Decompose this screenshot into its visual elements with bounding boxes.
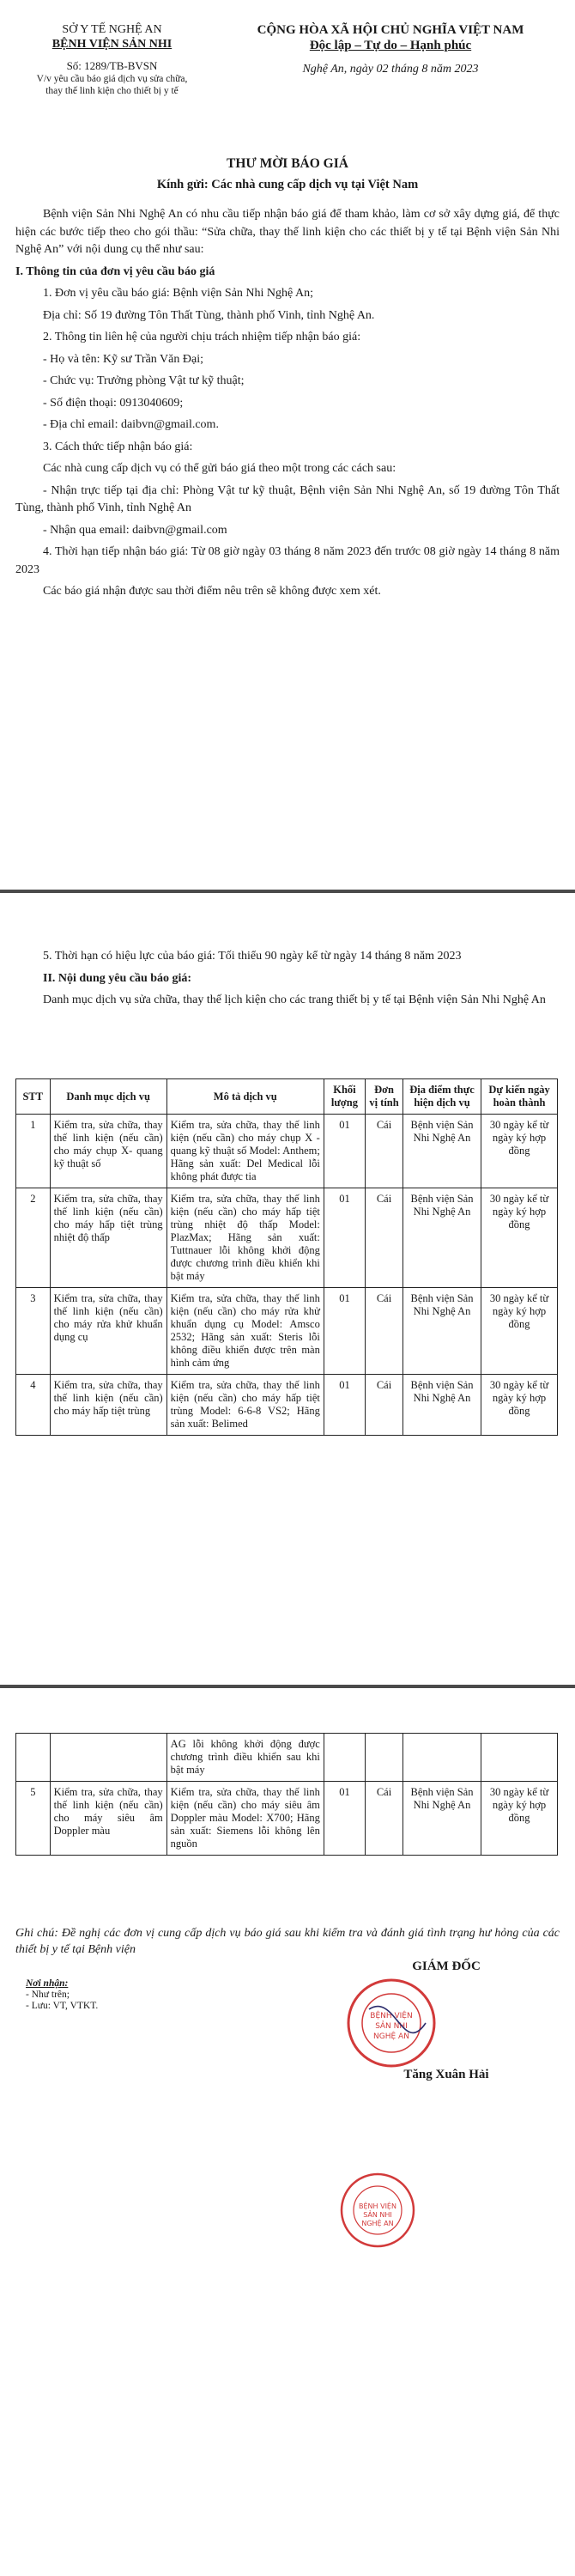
row-completion: 30 ngày kể từ ngày ký hợp đồng <box>481 1375 558 1436</box>
receive-method-desc: Các nhà cung cấp dịch vụ có thể gửi báo giá theo một trong các cách sau: <box>43 462 396 475</box>
row-stt-empty <box>16 1734 51 1782</box>
row-quantity: 01 <box>324 1375 365 1436</box>
recipient-item: - Lưu: VT, VTKT. <box>26 2001 99 2011</box>
document-subject-line-1: V/v yêu cầu báo giá dịch vụ sửa chữa, <box>36 74 188 84</box>
row-quantity-empty <box>324 1734 365 1782</box>
row-description-continued: AG lỗi không khởi động được chương trình điều khiển sau khi bật máy <box>166 1734 324 1782</box>
table-row <box>16 1782 558 1856</box>
section-1-heading: I. Thông tin của đơn vị yêu cầu báo giá <box>15 264 215 278</box>
svg-text:NGHỆ AN: NGHỆ AN <box>373 2032 409 2041</box>
document-title: THƯ MỜI BÁO GIÁ <box>227 156 348 171</box>
row-stt: 1 <box>16 1115 51 1188</box>
table-row <box>16 1188 558 1288</box>
service-table-continued <box>15 1733 558 1856</box>
row-service: Kiểm tra, sửa chữa, thay thế linh kiện (nếu cần) cho máy hấp tiệt trùng nhiệt độ thấp <box>50 1188 166 1288</box>
row-unit: Cái <box>366 1188 403 1288</box>
row-location-empty <box>402 1734 481 1782</box>
row-description: Kiểm tra, sửa chữa, thay thế linh kiện (nếu cần) cho máy rửa khử khuẩn dụng cụ Model: Amsco 2532; Hãng sản xuất: Steris lỗi không điều khiển được trên màn hình cảm ứng <box>166 1288 324 1375</box>
row-completion: 30 ngày kể từ ngày ký hợp đồng <box>481 1188 558 1288</box>
row-unit: Cái <box>366 1288 403 1375</box>
row-unit: Cái <box>366 1375 403 1436</box>
row-completion: 30 ngày kể từ ngày ký hợp đồng <box>481 1782 558 1856</box>
recipient-item: - Như trên; <box>26 1990 70 2000</box>
row-stt: 3 <box>16 1288 51 1375</box>
issuer-block <box>7 22 217 97</box>
receive-direct: - Nhận trực tiếp tại địa chỉ: Phòng Vật tư kỹ thuật, Bệnh viện Sản Nhi Nghệ An, số 19 đường Tôn Thất Tùng, thành phố Vinh, tỉnh Nghệ An <box>15 483 560 514</box>
recipients-label: Nơi nhận: <box>26 1978 69 1989</box>
svg-text:NGHỆ AN: NGHỆ AN <box>361 2220 394 2227</box>
col-unit: Đơn vị tính <box>366 1079 403 1115</box>
deadline: 4. Thời hạn tiếp nhận báo giá: Từ 08 giờ ngày 03 tháng 8 năm 2023 đến trước 08 giờ ngày 14 tháng 8 năm 2023 <box>15 545 560 576</box>
row-stt: 4 <box>16 1375 51 1436</box>
row-stt: 2 <box>16 1188 51 1288</box>
signature-block <box>352 1959 541 2088</box>
row-unit: Cái <box>366 1782 403 1856</box>
row-service: Kiểm tra, sửa chữa, thay thế linh kiện (nếu cần) cho máy hấp tiệt trùng <box>50 1375 166 1436</box>
body-page-2 <box>15 948 560 1014</box>
contact-email-label: - Địa chỉ email: <box>43 418 121 431</box>
body-page-1 <box>15 206 560 605</box>
row-stt: 5 <box>16 1782 51 1856</box>
page-3 <box>0 1688 575 2576</box>
row-description: Kiểm tra, sửa chữa, thay thế linh kiện (nếu cần) cho máy hấp tiệt trùng nhiệt độ thấp Model: PlazMax; Hãng sản xuất: Tuttnauer lỗi không khởi động được chương trình điều khiển khi bật máy <box>166 1188 324 1288</box>
section-2-desc: Danh mục dịch vụ sửa chữa, thay thế lịch kiện cho các trang thiết bị y tế tại Bệnh viện Sản Nhi Nghệ An <box>43 993 546 1006</box>
requester-unit: 1. Đơn vị yêu cầu báo giá: Bệnh viện Sản Nhi Nghệ An; <box>43 287 313 300</box>
svg-text:SẢN NHI: SẢN NHI <box>375 2022 408 2031</box>
note: Ghi chú: Đề nghị các đơn vị cung cấp dịch vụ báo giá sau khi kiểm tra và đánh giá tình trạng hư hỏng của các thiết bị y tế tại Bệnh viện <box>15 1927 560 1956</box>
row-location: Bệnh viện Sản Nhi Nghệ An <box>402 1288 481 1375</box>
greeting: Kính gửi: Các nhà cung cấp dịch vụ tại Việt Nam <box>156 178 419 191</box>
deadline-note: Các báo giá nhận được sau thời điểm nêu trên sẽ không được xem xét. <box>43 585 381 598</box>
issuer-parent-org: SỞ Y TẾ NGHỆ AN <box>62 23 162 36</box>
requester-address: Địa chỉ: Số 19 đường Tôn Thất Tùng, thành phố Vinh, tỉnh Nghệ An. <box>43 308 375 322</box>
page-2 <box>0 893 575 1688</box>
national-motto: Độc lập – Tự do – Hạnh phúc <box>309 39 472 52</box>
contact-phone: - Số điện thoại: 0913040609; <box>43 396 184 410</box>
validity-period: 5. Thời hạn có hiệu lực của báo giá: Tối thiểu 90 ngày kể từ ngày 14 tháng 8 năm 2023 <box>43 950 462 963</box>
row-location: Bệnh viện Sản Nhi Nghệ An <box>402 1115 481 1188</box>
row-location: Bệnh viện Sản Nhi Nghệ An <box>402 1188 481 1288</box>
row-description: Kiểm tra, sửa chữa, thay thế linh kiện (nếu cần) cho máy siêu âm Doppler màu Model: X700; Hãng sản xuất: Siemens lỗi không lên nguồn <box>166 1782 324 1856</box>
col-location: Địa điểm thực hiện dịch vụ <box>402 1079 481 1115</box>
document-subject-line-2: thay thế linh kiện cho thiết bị y tế <box>45 86 179 96</box>
row-unit: Cái <box>366 1115 403 1188</box>
contact-heading: 2. Thông tin liên hệ của người chịu trách nhiệm tiếp nhận báo giá: <box>43 331 361 343</box>
svg-text:BỆNH VIỆN: BỆNH VIỆN <box>359 2202 396 2210</box>
receive-method-heading: 3. Cách thức tiếp nhận báo giá: <box>43 440 193 453</box>
contact-name: - Họ và tên: Kỹ sư Trần Văn Đại; <box>43 352 203 366</box>
intro-paragraph: Bệnh viện Sản Nhi Nghệ An có nhu cầu tiếp nhận báo giá để tham khảo, làm cơ sở xây dựng giá, để thực hiện các bước tiếp theo cho gói thầu: “Sửa chữa, thay thế linh kiện cho các thiết bị y tế tại Bệnh viện Sản Nhi Nghệ An” với nội dung cụ thể như sau: <box>15 208 560 256</box>
col-description: Mô tả dịch vụ <box>166 1079 324 1115</box>
section-2-heading: II. Nội dung yêu cầu báo giá: <box>43 971 192 985</box>
row-quantity: 01 <box>324 1288 365 1375</box>
row-quantity: 01 <box>324 1782 365 1856</box>
row-quantity: 01 <box>324 1188 365 1288</box>
row-completion: 30 ngày kể từ ngày ký hợp đồng <box>481 1288 558 1375</box>
signer-name: Tăng Xuân Hải <box>403 2068 489 2081</box>
col-stt: STT <box>16 1079 51 1115</box>
row-service: Kiểm tra, sửa chữa, thay thế linh kiện (nếu cần) cho máy chụp X- quang kỹ thuật số <box>50 1115 166 1188</box>
row-completion-empty <box>481 1734 558 1782</box>
recipients-block <box>26 1978 98 2012</box>
col-quantity: Khối lượng <box>324 1079 365 1115</box>
table-row <box>16 1115 558 1188</box>
contact-email-link[interactable]: daibvn@gmail.com <box>120 418 216 431</box>
contact-email-row: - Địa chỉ email: daibvn@gmail.com. <box>43 418 219 431</box>
row-unit-empty <box>366 1734 403 1782</box>
contact-position: - Chức vụ: Trưởng phòng Vật tư kỹ thuật; <box>43 374 245 387</box>
svg-text:BỆNH VIỆN: BỆNH VIỆN <box>370 2012 413 2020</box>
row-quantity: 01 <box>324 1115 365 1188</box>
document-number: Số: 1289/TB-BVSN <box>66 59 158 72</box>
col-service: Danh mục dịch vụ <box>50 1079 166 1115</box>
table-row <box>16 1375 558 1436</box>
nation-name: CỘNG HÒA XÃ HỘI CHỦ NGHĨA VIỆT NAM <box>257 23 524 37</box>
row-location: Bệnh viện Sản Nhi Nghệ An <box>402 1375 481 1436</box>
row-service: Kiểm tra, sửa chữa, thay thế linh kiện (nếu cần) cho máy siêu âm Doppler màu <box>50 1782 166 1856</box>
table-row-continued <box>16 1734 558 1782</box>
row-service: Kiểm tra, sửa chữa, thay thế linh kiện (nếu cần) cho máy rửa khử khuẩn dụng cụ <box>50 1288 166 1375</box>
col-completion: Dự kiến ngày hoàn thành <box>481 1079 558 1115</box>
service-table <box>15 1078 558 1436</box>
issuer-org: BỆNH VIỆN SẢN NHI <box>51 38 172 51</box>
row-location: Bệnh viện Sản Nhi Nghệ An <box>402 1782 481 1856</box>
row-service-empty <box>50 1734 166 1782</box>
page-seal-icon <box>336 2169 419 2251</box>
table-header-row <box>16 1079 558 1115</box>
row-completion: 30 ngày kể từ ngày ký hợp đồng <box>481 1115 558 1188</box>
national-header <box>219 22 562 77</box>
row-description: Kiểm tra, sửa chữa, thay thế linh kiện (nếu cần) cho máy hấp tiệt trùng Model: 6-6-8 VS2; Hãng sản xuất: Belimed <box>166 1375 324 1436</box>
signer-role: GIÁM ĐỐC <box>412 1959 481 1973</box>
page-1 <box>0 0 575 893</box>
svg-text:SẢN NHI: SẢN NHI <box>363 2211 392 2219</box>
receive-email: - Nhận qua email: daibvn@gmail.com <box>43 523 227 537</box>
official-stamp-icon <box>343 1975 439 2071</box>
row-description: Kiểm tra, sửa chữa, thay thế linh kiện (nếu cần) cho máy chụp X - quang kỹ thuật số Model: Anthem; Hãng sản xuất: Del Medical lỗi không phát được tia <box>166 1115 324 1188</box>
table-row <box>16 1288 558 1375</box>
document-date: Nghệ An, ngày 02 tháng 8 năm 2023 <box>302 63 479 76</box>
